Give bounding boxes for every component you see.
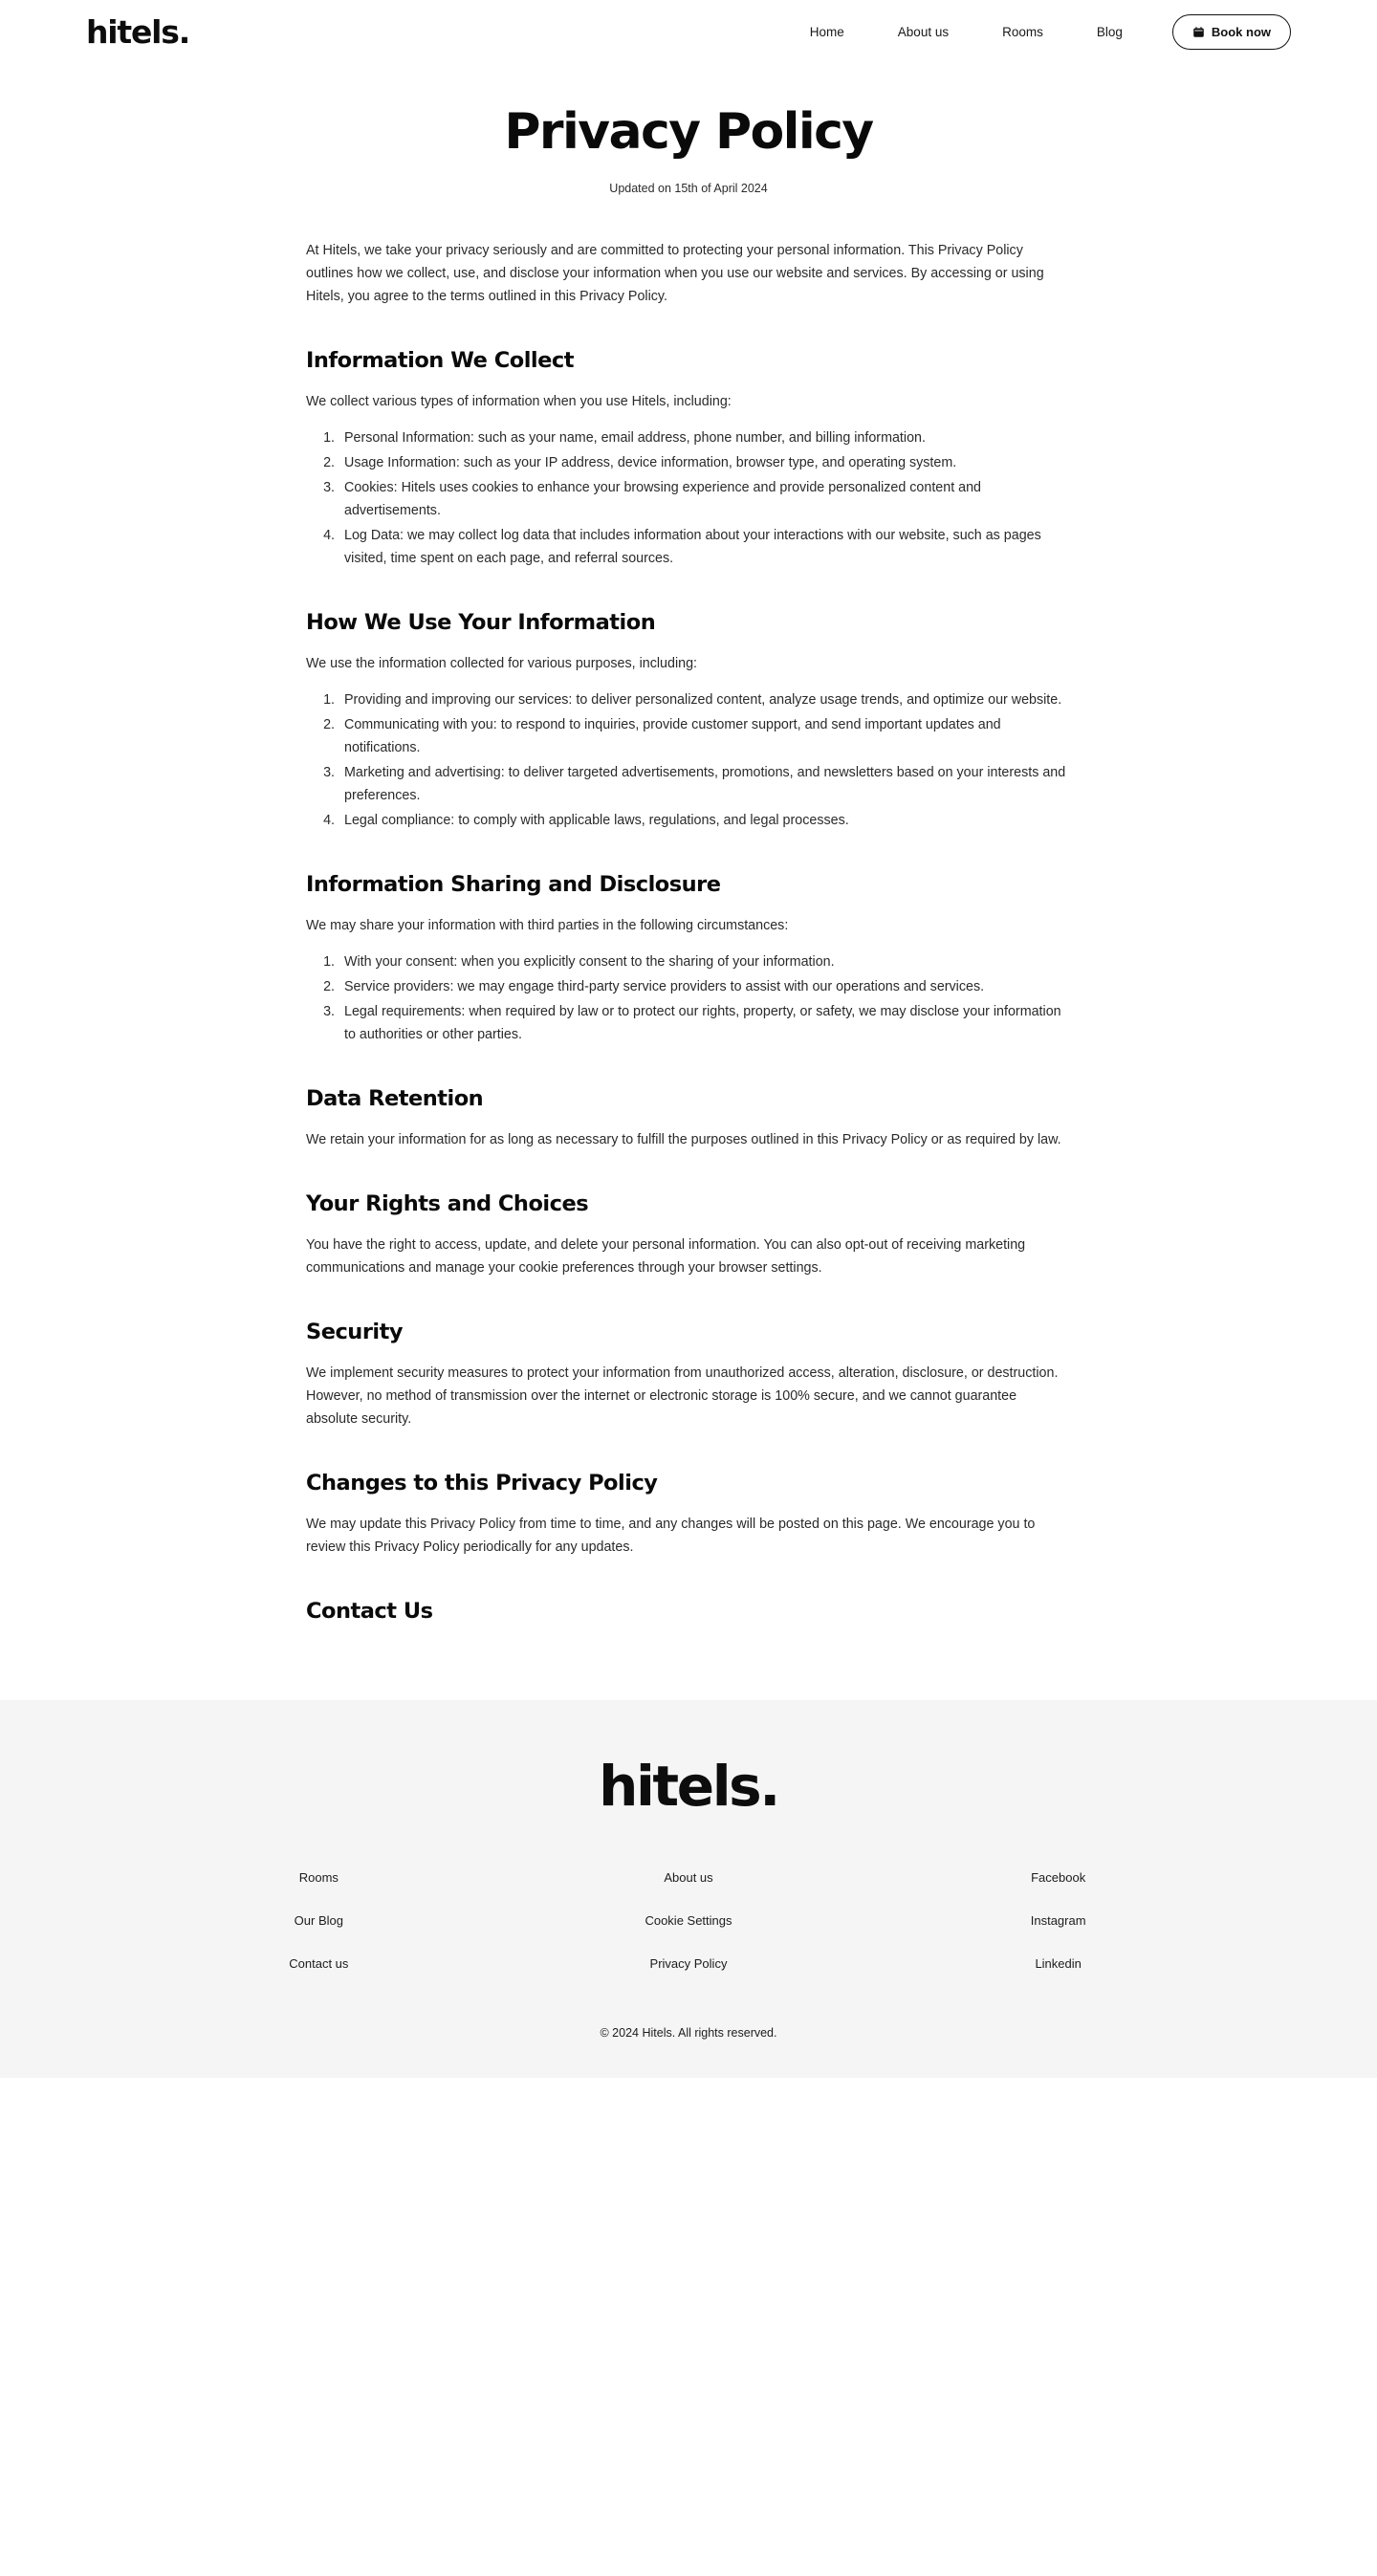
site-footer xyxy=(0,1700,1377,2078)
section-lead: You have the right to access, update, and delete your personal information. You can also opt-out of receiving marketing communications and manage your cookie preferences through your browser settings. xyxy=(306,1237,1026,1277)
footer-link-contact-us[interactable]: Contact us xyxy=(289,1956,349,1972)
list-item: 3. Legal requirements: when required by law or to protect our rights, property, or safety, we may disclose your information to authorities or other parties. xyxy=(339,1000,1071,1046)
footer-link-about-us[interactable]: About us xyxy=(664,1870,713,1886)
policy-content xyxy=(306,195,1071,1687)
page-title-block xyxy=(0,103,1377,195)
section-list xyxy=(339,426,1071,570)
section-your-rights-and-choices xyxy=(306,1191,1071,1279)
footer-link-instagram[interactable]: Instagram xyxy=(1030,1913,1086,1929)
last-updated-text: Updated on 15th of April 2024 xyxy=(609,182,768,195)
section-lead: We collect various types of information when you use Hitels, including: xyxy=(306,394,732,410)
section-heading: Contact Us xyxy=(306,1599,433,1625)
section-contact-us xyxy=(306,1599,1071,1624)
primary-nav xyxy=(783,14,1291,50)
intro-paragraph: At Hitels, we take your privacy seriously and are committed to protecting your personal information. This Privacy Policy outlines how we collect, use, and disclose your information when you use our website and services. By accessing or using Hitels, you agree to the terms outlined in this Privacy Policy. xyxy=(306,243,1044,305)
list-item: 4. Legal compliance: to comply with applicable laws, regulations, and legal processes. xyxy=(339,809,1071,832)
section-heading: Data Retention xyxy=(306,1086,484,1112)
section-lead: We implement security measures to protect your information from unauthorized access, alteration, disclosure, or destruction. However, no method of transmission over the internet or electronic storage is 100% secure, and we cannot guarantee absolute security. xyxy=(306,1365,1059,1428)
footer-logo: hitels. xyxy=(599,1754,778,1820)
section-security xyxy=(306,1320,1071,1430)
section-heading: Security xyxy=(306,1320,404,1345)
list-item: 2. Communicating with you: to respond to inquiries, provide customer support, and send important updates and notifications. xyxy=(339,713,1071,759)
list-item: 1. Personal Information: such as your name, email address, phone number, and billing information. xyxy=(339,426,1071,449)
section-lead: We retain your information for as long as necessary to fulfill the purposes outlined in this Privacy Policy or as required by law. xyxy=(306,1132,1061,1148)
footer-link-cookie-settings[interactable]: Cookie Settings xyxy=(645,1913,732,1929)
section-lead: We use the information collected for various purposes, including: xyxy=(306,656,698,672)
nav-item-about-us[interactable]: About us xyxy=(897,24,950,39)
list-item: 4. Log Data: we may collect log data that includes information about your interactions with our website, such as pages visited, time spent on each page, and referral sources. xyxy=(339,524,1071,570)
section-list xyxy=(339,688,1071,832)
nav-item-home[interactable]: Home xyxy=(809,24,844,39)
footer-column-2 xyxy=(504,1870,874,1971)
section-information-we-collect xyxy=(306,348,1071,570)
list-item: 1. Providing and improving our services: to deliver personalized content, analyze usage trends, and optimize our website. xyxy=(339,688,1071,711)
nav-item-blog[interactable]: Blog xyxy=(1096,24,1123,39)
section-heading: Information Sharing and Disclosure xyxy=(306,872,721,898)
section-how-we-use-your-information xyxy=(306,610,1071,832)
section-information-sharing-and-disclosure xyxy=(306,872,1071,1046)
footer-link-rooms[interactable]: Rooms xyxy=(298,1870,339,1886)
section-data-retention xyxy=(306,1086,1071,1151)
section-heading: Information We Collect xyxy=(306,348,574,374)
list-item: 2. Service providers: we may engage third-party service providers to assist with our operations and services. xyxy=(339,975,1071,998)
list-item: 3. Marketing and advertising: to deliver targeted advertisements, promotions, and newsletters based on your interests and preferences. xyxy=(339,761,1071,807)
section-list xyxy=(339,950,1071,1046)
brand-logo[interactable]: hitels. xyxy=(86,12,190,51)
copyright-text: © 2024 Hitels. All rights reserved. xyxy=(600,2026,777,2041)
section-changes-to-this-privacy-policy xyxy=(306,1471,1071,1559)
list-item: 1. With your consent: when you explicitly consent to the sharing of your information. xyxy=(339,950,1071,973)
list-item: 2. Usage Information: such as your IP address, device information, browser type, and operating system. xyxy=(339,451,1071,474)
footer-column-3 xyxy=(873,1870,1243,1971)
section-heading: Your Rights and Choices xyxy=(306,1191,589,1217)
site-header xyxy=(0,0,1377,63)
book-now-label: Book now xyxy=(1211,24,1271,39)
book-now-button[interactable] xyxy=(1172,14,1291,50)
section-heading: How We Use Your Information xyxy=(306,610,656,636)
footer-links xyxy=(134,1870,1243,1971)
section-lead: We may share your information with third parties in the following circumstances: xyxy=(306,918,789,934)
footer-link-linkedin[interactable]: Linkedin xyxy=(1035,1956,1082,1972)
footer-link-our-blog[interactable]: Our Blog xyxy=(294,1913,343,1929)
nav-item-rooms[interactable]: Rooms xyxy=(1002,24,1043,39)
calendar-icon xyxy=(1192,26,1205,38)
page-title: Privacy Policy xyxy=(504,103,873,161)
footer-link-facebook[interactable]: Facebook xyxy=(1031,1870,1086,1886)
section-lead: We may update this Privacy Policy from time to time, and any changes will be posted on this page. We encourage you to review this Privacy Policy periodically for any updates. xyxy=(306,1517,1036,1556)
section-heading: Changes to this Privacy Policy xyxy=(306,1471,658,1496)
footer-link-privacy-policy[interactable]: Privacy Policy xyxy=(649,1956,728,1972)
list-item: 3. Cookies: Hitels uses cookies to enhance your browsing experience and provide personalized content and advertisements. xyxy=(339,476,1071,522)
footer-column-1 xyxy=(134,1870,504,1971)
